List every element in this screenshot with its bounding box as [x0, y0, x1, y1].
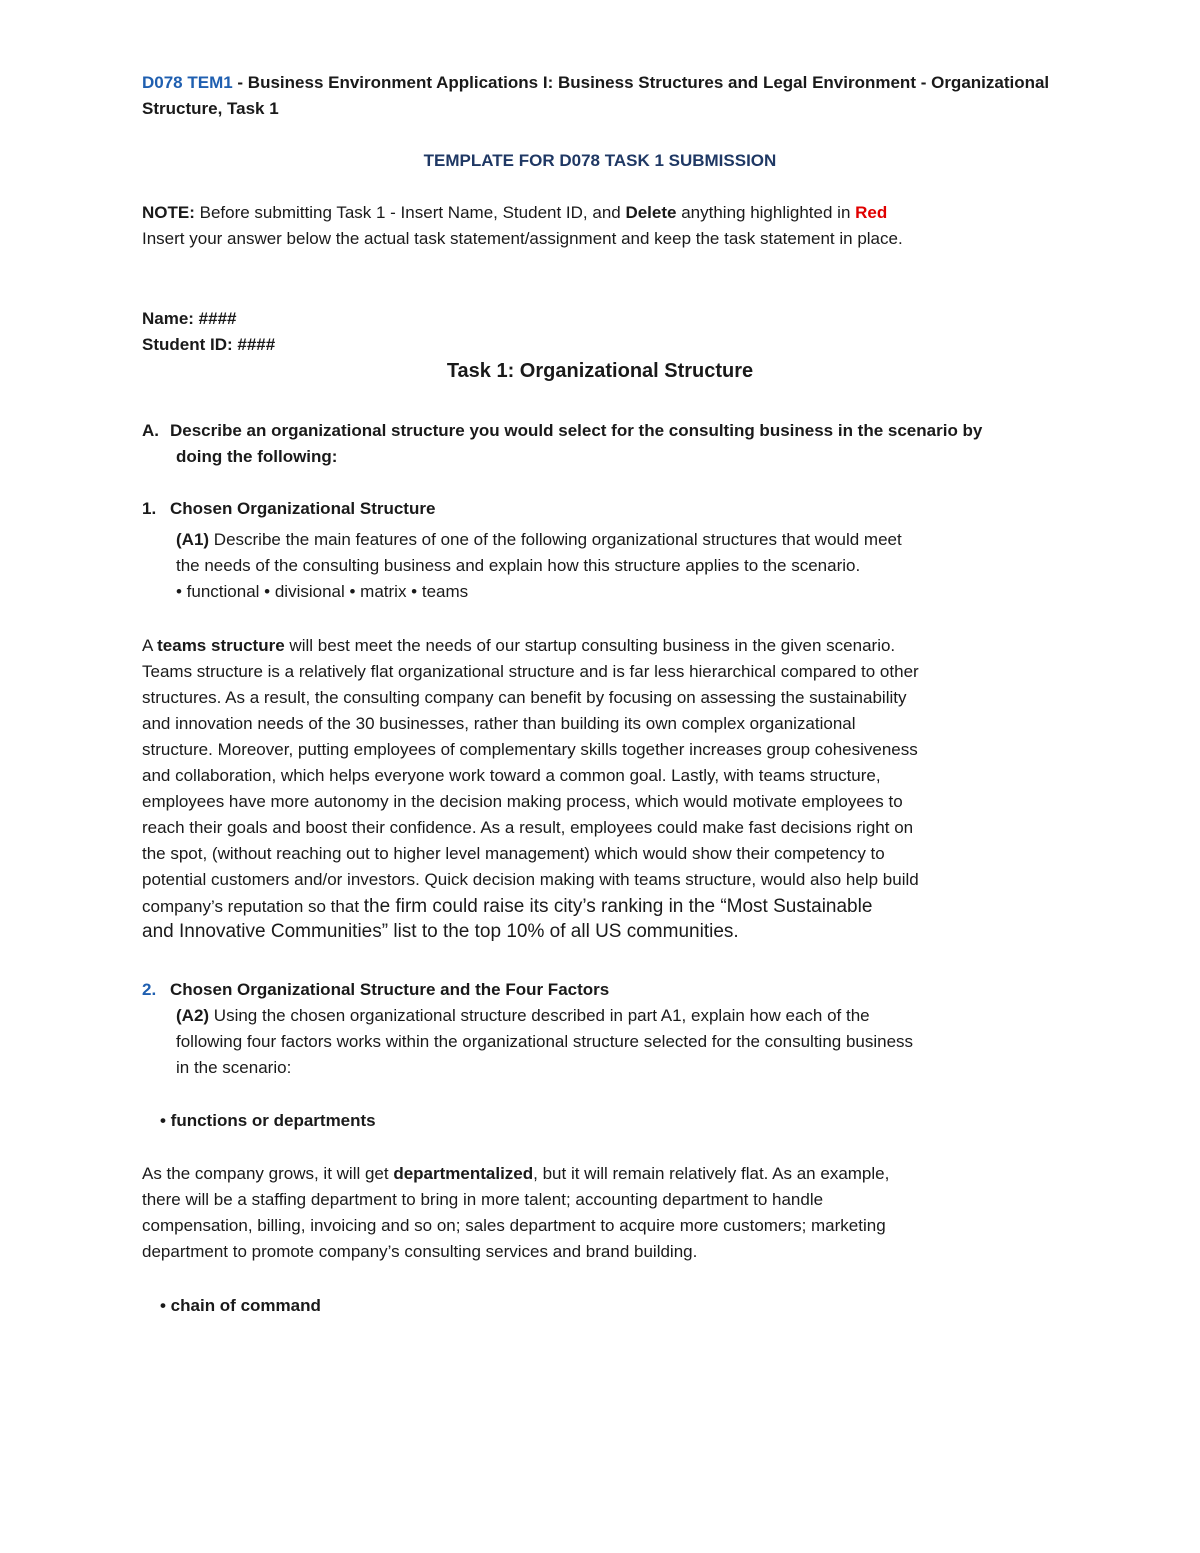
- note-line-2: Insert your answer below the actual task statement/assignment and keep the task statement in place.: [142, 229, 903, 248]
- factor-functions-departments: • functions or departments: [160, 1111, 376, 1130]
- answer-1-lead-2: will best meet the needs of our startup consulting business in the given scenario.: [284, 636, 896, 655]
- answer-2-lead-2: , but it will remain relatively flat. As an example,: [533, 1164, 890, 1183]
- answer-1-line: structures. As a result, the consulting company can benefit by focusing on assessing the sustainability: [142, 688, 907, 707]
- item-2-prompt-1: [176, 1003, 870, 1029]
- answer-1-line-last-a: [142, 894, 872, 920]
- teams-structure-term: teams structure: [157, 636, 285, 655]
- student-id: Student ID: ####: [142, 335, 276, 354]
- answer-1-line: employees have more autonomy in the decision making process, which would motivate employees to: [142, 792, 903, 811]
- answer-1-line: reach their goals and boost their confidence. As a result, employees could make fast decisions right on: [142, 818, 914, 837]
- item-1-options: • functional • divisional • matrix • teams: [176, 582, 469, 601]
- answer-1-line-last-b: and Innovative Communities” list to the top 10% of all US communities.: [142, 921, 739, 942]
- item-2-prompt-3: in the scenario:: [176, 1058, 292, 1077]
- answer-1-lead: A: [142, 636, 158, 655]
- item-2-heading: [142, 977, 609, 1003]
- item-2-prompt-2: following four factors works within the organizational structure selected for the consulting business: [176, 1032, 914, 1051]
- answer-2-line: department to promote company’s consulting services and brand building.: [142, 1242, 698, 1261]
- departmentalized-term: departmentalized: [393, 1164, 534, 1183]
- answer-1-line: potential customers and/or investors. Quick decision making with teams structure, would also help build: [142, 870, 919, 889]
- item-1-title: Chosen Organizational Structure: [170, 499, 436, 518]
- answer-1-line: Teams structure is a relatively flat organizational structure and is far less hierarchical compared to other: [142, 662, 919, 681]
- answer-1-line: and innovation needs of the 30 businesses, rather than building its own complex organizational: [142, 714, 856, 733]
- a2-label: (A2): [176, 1006, 210, 1025]
- item-1-prompt-1: [176, 527, 902, 553]
- a2-prompt: Using the chosen organizational structure described in part A1, explain how each of the: [209, 1006, 870, 1025]
- course-header-line-1: [142, 70, 1049, 96]
- section-a-line-2: doing the following:: [176, 447, 338, 466]
- red-word: Red: [855, 203, 888, 222]
- item-2-marker: 2.: [142, 980, 157, 999]
- factor-chain-of-command: • chain of command: [160, 1296, 321, 1315]
- answer-2-line: compensation, billing, invoicing and so on; sales department to acquire more customers; marketing: [142, 1216, 886, 1235]
- delete-word: Delete: [625, 203, 677, 222]
- item-1-marker: 1.: [142, 499, 157, 518]
- answer-1-text: company’s reputation so that: [142, 897, 364, 916]
- section-a-line-1: [142, 418, 982, 444]
- item-2-title: Chosen Organizational Structure and the Four Factors: [170, 980, 610, 999]
- note-text: Before submitting Task 1 - Insert Name, Student ID, and: [194, 203, 626, 222]
- a1-prompt: Describe the main features of one of the following organizational structures that would meet: [209, 530, 902, 549]
- section-a-text: Describe an organizational structure you would select for the consulting business in the scenario by: [170, 421, 983, 440]
- answer-2-line: there will be a staffing department to bring in more talent; accounting department to handle: [142, 1190, 824, 1209]
- note-label: NOTE:: [142, 203, 195, 222]
- answer-2-line-1: [142, 1161, 889, 1187]
- answer-2-lead: As the company grows, it will get: [142, 1164, 394, 1183]
- task-title: Task 1: Organizational Structure: [446, 360, 754, 382]
- answer-1-text-large: the firm could raise its city’s ranking in the “Most Sustainable: [363, 896, 873, 917]
- note-line-1: [142, 200, 887, 226]
- answer-1-line: the spot, (without reaching out to higher level management) which would show their competency to: [142, 844, 885, 863]
- course-code: D078 TEM1: [142, 73, 233, 92]
- a1-label: (A1): [176, 530, 210, 549]
- answer-1-line-1: [142, 633, 895, 659]
- template-title: TEMPLATE FOR D078 TASK 1 SUBMISSION: [423, 151, 777, 170]
- answer-1-line: and collaboration, which helps everyone work toward a common goal. Lastly, with teams structure,: [142, 766, 881, 785]
- student-name: Name: ####: [142, 309, 237, 328]
- note-text-2: anything highlighted in: [676, 203, 856, 222]
- course-header-line-2: Structure, Task 1: [142, 99, 279, 118]
- section-a-marker: A.: [142, 421, 159, 440]
- item-1-heading: [142, 496, 435, 522]
- answer-1-line: structure. Moreover, putting employees of complementary skills together increases group cohesiveness: [142, 740, 918, 759]
- course-title: - Business Environment Applications I: Business Structures and Legal Environment - Organizational: [232, 73, 1050, 92]
- item-1-prompt-2: the needs of the consulting business and explain how this structure applies to the scenario.: [176, 556, 861, 575]
